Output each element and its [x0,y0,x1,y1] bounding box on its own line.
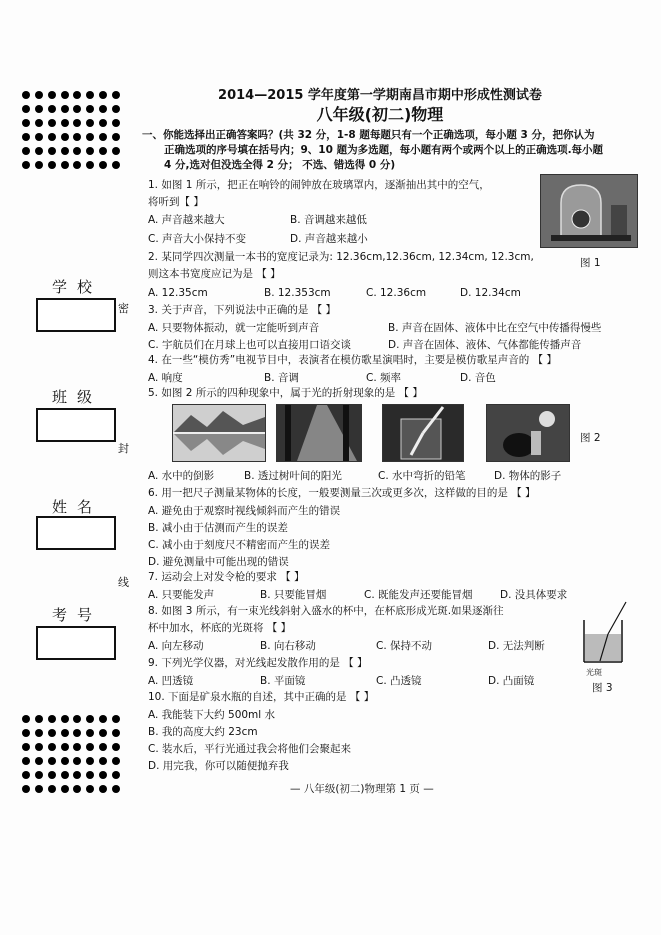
top-dot-pattern [22,88,120,172]
figure-2c-bent-pencil-photo [382,404,464,462]
question-3-option-d[interactable]: D. 声音在固体、液体、气体都能传播声音 [388,339,582,351]
bell-jar-icon [541,175,637,247]
question-10-option-c[interactable]: C. 装水后，平行光通过我会将他们会聚起来 [148,743,352,755]
question-1-stem-2: 将听到【 】 [148,196,204,208]
question-10-option-b[interactable]: B. 我的高度大约 23cm [148,726,258,738]
name-field[interactable] [36,516,116,550]
question-8-option-a[interactable]: A. 向左移动 [148,640,204,652]
question-2-stem-2: 则这本书宽度应记为是 【 】 [148,268,281,280]
question-5-stem: 5. 如图 2 所示的四种现象中，属于光的折射现象的是 【 】 [148,387,423,399]
question-1-option-b[interactable]: B. 音调越来越低 [290,214,367,226]
class-label: 班级 [52,388,103,406]
bottom-dot-pattern [22,712,120,796]
name-label: 姓名 [52,498,103,516]
figure-2-caption: 图 2 [580,432,601,444]
exam-number-label: 考号 [52,606,103,624]
question-7-stem: 7. 运动会上对发令枪的要求 【 】 [148,571,305,583]
question-6-stem: 6. 用一把尺子测量某物体的长度，一般要测量三次或更多次，这样做的目的是 【 】 [148,487,536,499]
figure-3-cup-diagram [578,600,628,670]
question-6-option-a[interactable]: A. 避免由于观察时视线倾斜而产生的错误 [148,505,341,517]
question-1-stem: 1. 如图 1 所示，把正在响铃的闹钟放在玻璃罩内，逐渐抽出其中的空气， [148,179,490,191]
question-3-option-b[interactable]: B. 声音在固体、液体中比在空气中传播得慢些 [388,322,602,334]
exam-number-field[interactable] [36,626,116,660]
question-7-option-c[interactable]: C. 既能发声还要能冒烟 [364,589,473,601]
exam-title: 2014—2015 学年度第一学期南昌市期中形成性测试卷 [218,88,542,103]
question-4-option-c[interactable]: C. 频率 [366,372,402,384]
question-5-option-a[interactable]: A. 水中的倒影 [148,470,215,482]
school-label: 学校 [52,278,103,296]
question-2-option-b[interactable]: B. 12.353cm [264,287,331,299]
question-4-option-d[interactable]: D. 音色 [460,372,496,384]
figure-2d-shadow-photo [486,404,570,462]
question-3-option-c[interactable]: C. 宇航员们在月球上也可以直接用口语交谈 [148,339,352,351]
bent-pencil-icon [383,405,463,461]
question-4-stem: 4. 在一些“模仿秀”电视节目中，表演者在模仿歌星演唱时，主要是模仿歌星声音的 【 】 [148,354,557,366]
question-3-stem: 3. 关于声音，下列说法中正确的是 【 】 [148,304,337,316]
exam-subtitle: 八年级(初二)物理 [316,105,444,124]
question-2-option-a[interactable]: A. 12.35cm [148,287,208,299]
question-1-option-d[interactable]: D. 声音越来越小 [290,233,368,245]
question-8-stem: 8. 如图 3 所示，有一束光线斜射入盛水的杯中，在杯底形成光斑.如果逐渐往 [148,605,504,617]
question-2-option-d[interactable]: D. 12.34cm [460,287,521,299]
question-5-option-c[interactable]: C. 水中弯折的铅笔 [378,470,466,482]
section-intro-line-3: 4 分,选对但没选全得 2 分； 不选、错选得 0 分) [164,159,396,171]
question-9-stem: 9. 下列光学仪器，对光线起发散作用的是 【 】 [148,657,368,669]
question-6-option-d[interactable]: D. 避免测量中可能出现的错误 [148,556,289,568]
seal-mark-xian: 线 [118,576,129,589]
question-5-option-b[interactable]: B. 透过树叶间的阳光 [244,470,342,482]
shadow-icon [487,405,569,461]
question-10-option-a[interactable]: A. 我能装下大约 500ml 水 [148,709,276,721]
question-4-option-b[interactable]: B. 音调 [264,372,299,384]
cup-light-beam-icon [578,600,628,670]
question-2-stem: 2. 某同学四次测量一本书的宽度记录为: 12.36cm,12.36cm, 12.34cm, 12.3cm, [148,251,534,263]
figure-3-caption: 图 3 [592,682,613,694]
figure-3-light-spot-label: 光斑 [586,668,602,677]
figure-2a-mountain-reflection-photo [172,404,266,462]
question-1-option-a[interactable]: A. 声音越来越大 [148,214,225,226]
section-intro-line-1: 一、你能选择出正确答案吗？(共 32 分，1-8 题每题只有一个正确选项，每小题 3 分，把你认为 [142,129,595,141]
question-1-option-c[interactable]: C. 声音大小保持不变 [148,233,247,245]
figure-2b-sunlight-trees-photo [276,404,362,462]
section-intro-line-2: 正确选项的序号填在括号内；9、10 题为多选题，每小题有两个或两个以上的正确选项.每小题 [164,144,604,156]
question-10-option-d[interactable]: D. 用完我，你可以随便抛弃我 [148,760,289,772]
page-footer: — 八年级(初二)物理第 1 页 — [290,783,434,795]
question-9-option-a[interactable]: A. 凹透镜 [148,675,194,687]
class-field[interactable] [36,408,116,442]
mountain-reflection-icon [173,405,265,461]
question-6-option-b[interactable]: B. 减小由于估测而产生的误差 [148,522,288,534]
question-6-option-c[interactable]: C. 减小由于刻度尺不精密而产生的误差 [148,539,331,551]
sunlight-trees-icon [277,405,361,461]
question-8-stem-2: 杯中加水，杯底的光斑将 【 】 [148,622,292,634]
question-9-option-b[interactable]: B. 平面镜 [260,675,306,687]
question-8-option-d[interactable]: D. 无法判断 [488,640,545,652]
figure-1-caption: 图 1 [580,257,601,269]
question-8-option-b[interactable]: B. 向右移动 [260,640,316,652]
question-4-option-a[interactable]: A. 响度 [148,372,183,384]
question-7-option-d[interactable]: D. 没具体要求 [500,589,568,601]
question-8-option-c[interactable]: C. 保持不动 [376,640,433,652]
question-5-option-d[interactable]: D. 物体的影子 [494,470,562,482]
question-2-option-c[interactable]: C. 12.36cm [366,287,427,299]
question-7-option-a[interactable]: A. 只要能发声 [148,589,215,601]
school-field[interactable] [36,298,116,332]
seal-mark-mi: 密 [118,302,129,315]
question-7-option-b[interactable]: B. 只要能冒烟 [260,589,327,601]
question-9-option-c[interactable]: C. 凸透镜 [376,675,422,687]
seal-mark-feng: 封 [118,442,129,455]
figure-1-bell-jar-photo [540,174,638,248]
question-3-option-a[interactable]: A. 只要物体振动，就一定能听到声音 [148,322,320,334]
question-10-stem: 10. 下面是矿泉水瓶的自述，其中正确的是 【 】 [148,691,375,703]
question-9-option-d[interactable]: D. 凸面镜 [488,675,535,687]
